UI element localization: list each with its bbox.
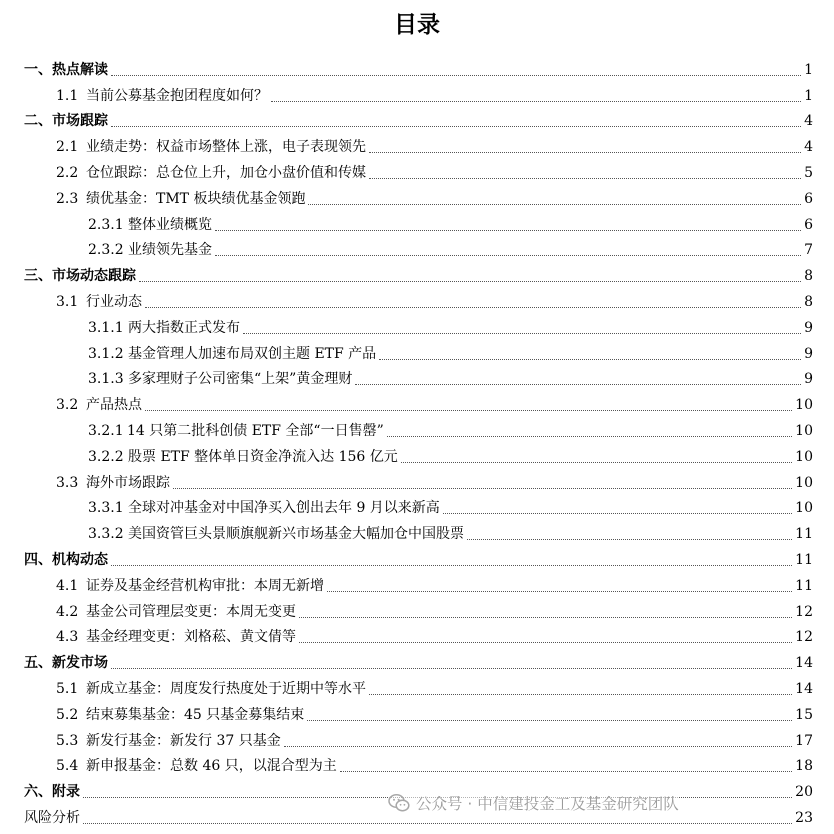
toc-entry-page: 7	[804, 242, 813, 259]
toc-dot-leader	[215, 230, 801, 231]
toc-entry-page: 14	[795, 680, 813, 697]
toc-entry-page: 11	[795, 551, 813, 568]
toc-entry[interactable]	[24, 234, 813, 260]
toc-dot-leader	[327, 591, 792, 592]
toc-entry[interactable]	[24, 466, 813, 492]
toc-entry[interactable]	[24, 492, 813, 518]
toc-entry-label: 海外市场跟踪	[86, 474, 170, 491]
toc-entry[interactable]	[24, 724, 813, 750]
toc-entry[interactable]	[24, 259, 813, 285]
toc-entry[interactable]	[24, 388, 813, 414]
toc-entry-page: 10	[795, 500, 813, 517]
toc-entry-number: 5.2	[56, 706, 79, 723]
toc-entry-page: 8	[804, 268, 813, 285]
toc-dot-leader	[145, 410, 792, 411]
toc-entry-label: 当前公募基金抱团程度如何？	[86, 87, 268, 104]
toc-dot-leader	[111, 126, 801, 127]
toc-entry-number: 3.1.3	[88, 371, 124, 388]
toc-entry-label: 仓位跟踪：总仓位上升，加仓小盘价值和传媒	[86, 164, 366, 181]
toc-entry-label: 风险分析	[24, 809, 80, 826]
toc-entry[interactable]	[24, 698, 813, 724]
toc-entry[interactable]	[24, 105, 813, 131]
watermark-text: 公众号 · 中信建投金工及基金研究团队	[416, 795, 679, 813]
toc-dot-leader	[379, 359, 801, 360]
toc-entry-label: 基金公司管理层变更：本周无变更	[86, 603, 296, 620]
toc-entry[interactable]	[24, 79, 813, 105]
toc-entry[interactable]	[24, 517, 813, 543]
toc-entry-number: 四、	[24, 551, 52, 568]
toc-entry-number: 4.3	[56, 629, 79, 646]
toc-entry-number: 5.3	[56, 732, 79, 749]
toc-entry-number: 3.2.1	[88, 422, 124, 439]
toc-dot-leader	[443, 513, 792, 514]
toc-entry-number: 2.1	[56, 139, 79, 156]
toc-dot-leader	[307, 720, 792, 721]
toc-entry[interactable]	[24, 414, 813, 440]
toc-entry-label: 美国资管巨头景顺旗舰新兴市场基金大幅加仓中国股票	[128, 526, 464, 543]
toc-entry-page: 23	[795, 809, 813, 826]
toc-dot-leader	[355, 384, 801, 385]
toc-entry-page: 9	[804, 345, 813, 362]
toc-entry-label: 市场跟踪	[52, 113, 108, 130]
toc-entry-number: 5.4	[56, 758, 79, 775]
toc-entry[interactable]	[24, 440, 813, 466]
toc-entry-page: 12	[795, 603, 813, 620]
toc-dot-leader	[467, 539, 792, 540]
toc-dot-leader	[173, 488, 792, 489]
toc-dot-leader	[145, 307, 801, 308]
toc-entry-number: 2.3	[56, 190, 79, 207]
toc-entry-page: 6	[804, 190, 813, 207]
toc-dot-leader	[299, 617, 792, 618]
toc-entry-number: 5.1	[56, 680, 79, 697]
toc-entry-page: 11	[795, 577, 813, 594]
toc-entry-page: 9	[804, 319, 813, 336]
toc-entry[interactable]	[24, 672, 813, 698]
toc-entry-number: 五、	[24, 655, 52, 672]
toc-entry-page: 6	[804, 216, 813, 233]
toc-entry-number: 3.3.2	[88, 526, 124, 543]
toc-entry-number: 六、	[24, 784, 52, 801]
toc-entry-page: 17	[795, 732, 813, 749]
toc-entry[interactable]	[24, 543, 813, 569]
toc-entry[interactable]	[24, 208, 813, 234]
toc-entry-number: 3.1.2	[88, 345, 124, 362]
toc-dot-leader	[83, 823, 792, 824]
toc-entry-number: 二、	[24, 113, 52, 130]
table-of-contents	[24, 53, 813, 827]
toc-entry-page: 14	[795, 655, 813, 672]
toc-entry-page: 9	[804, 371, 813, 388]
toc-entry-number: 3.1	[56, 293, 79, 310]
toc-entry-number: 4.2	[56, 603, 79, 620]
toc-entry-label: 热点解读	[52, 61, 108, 78]
toc-entry-page: 5	[804, 164, 813, 181]
toc-entry-page: 1	[804, 87, 813, 104]
toc-entry-label: 证券及基金经营机构审批：本周无新增	[86, 577, 324, 594]
toc-entry-label: 整体业绩概览	[128, 216, 212, 233]
toc-entry[interactable]	[24, 621, 813, 647]
toc-entry-page: 15	[795, 706, 813, 723]
toc-entry-page: 11	[795, 526, 813, 543]
toc-dot-leader	[387, 436, 792, 437]
toc-entry-label: 全球对冲基金对中国净买入创出去年 9 月以来新高	[128, 500, 440, 517]
toc-dot-leader	[243, 333, 801, 334]
toc-dot-leader	[111, 565, 792, 566]
toc-entry-page: 10	[795, 422, 813, 439]
toc-entry-page: 4	[804, 113, 813, 130]
toc-entry-label: 机构动态	[52, 551, 108, 568]
toc-dot-leader	[111, 668, 792, 669]
toc-dot-leader	[111, 75, 801, 76]
toc-entry[interactable]	[24, 130, 813, 156]
toc-entry-label: 基金管理人加速布局双创主题 ETF 产品	[128, 345, 377, 362]
toc-entry-number: 一、	[24, 61, 52, 78]
toc-entry-label: 新成立基金：周度发行热度处于近期中等水平	[86, 680, 366, 697]
toc-entry-page: 18	[795, 758, 813, 775]
toc-entry[interactable]	[24, 311, 813, 337]
toc-entry-label: 两大指数正式发布	[128, 319, 240, 336]
toc-entry-number: 2.3.1	[88, 216, 124, 233]
toc-dot-leader	[284, 746, 792, 747]
toc-entry-label: 市场动态跟踪	[52, 268, 136, 285]
toc-entry-label: 新申报基金：总数 46 只，以混合型为主	[86, 758, 337, 775]
toc-entry-label: 新发行基金：新发行 37 只基金	[86, 732, 281, 749]
watermark	[388, 791, 679, 815]
toc-dot-leader	[401, 462, 792, 463]
toc-entry-number: 2.2	[56, 164, 79, 181]
toc-dot-leader	[369, 178, 801, 179]
toc-entry-page: 8	[804, 293, 813, 310]
toc-entry-label: 产品热点	[86, 397, 142, 414]
toc-entry-number: 1.1	[56, 87, 79, 104]
toc-dot-leader	[215, 255, 801, 256]
toc-dot-leader	[308, 204, 801, 205]
toc-dot-leader	[139, 281, 801, 282]
toc-entry[interactable]	[24, 646, 813, 672]
toc-entry[interactable]	[24, 363, 813, 389]
toc-entry[interactable]	[24, 750, 813, 776]
toc-entry-page: 4	[804, 139, 813, 156]
toc-entry[interactable]	[24, 285, 813, 311]
toc-entry-number: 2.3.2	[88, 242, 124, 259]
toc-dot-leader	[299, 642, 792, 643]
toc-entry[interactable]	[24, 53, 813, 79]
toc-entry-page: 10	[795, 474, 813, 491]
toc-entry-page: 10	[795, 448, 813, 465]
toc-entry-label: 基金经理变更：刘格菘、黄文倩等	[86, 629, 296, 646]
toc-entry-label: 绩优基金：TMT 板块绩优基金领跑	[86, 190, 306, 207]
toc-entry-number: 3.2.2	[88, 448, 124, 465]
toc-entry[interactable]	[24, 595, 813, 621]
toc-entry[interactable]	[24, 337, 813, 363]
page-title: 目录	[394, 12, 440, 38]
toc-entry-page: 20	[795, 784, 813, 801]
toc-dot-leader	[340, 771, 792, 772]
toc-entry-label: 附录	[52, 784, 80, 801]
toc-entry-page: 1	[804, 61, 813, 78]
toc-entry-label: 股票 ETF 整体单日资金净流入达 156 亿元	[128, 448, 398, 465]
toc-entry-number: 3.3.1	[88, 500, 124, 517]
toc-entry-number: 三、	[24, 268, 52, 285]
wechat-icon	[388, 793, 410, 813]
toc-entry-label: 业绩走势：权益市场整体上涨，电子表现领先	[86, 139, 366, 156]
toc-entry-label: 新发市场	[52, 655, 108, 672]
toc-entry[interactable]	[24, 182, 813, 208]
toc-entry-number: 4.1	[56, 577, 79, 594]
toc-entry-label: 14 只第二批科创债 ETF 全部“一日售罄”	[127, 422, 384, 439]
toc-entry-label: 行业动态	[86, 293, 142, 310]
toc-entry-label: 结束募集基金：45 只基金募集结束	[86, 706, 305, 723]
toc-entry-page: 12	[795, 629, 813, 646]
toc-entry-number: 3.3	[56, 474, 79, 491]
toc-entry-label: 业绩领先基金	[128, 242, 212, 259]
toc-entry-number: 3.1.1	[88, 319, 124, 336]
toc-entry-page: 10	[795, 397, 813, 414]
toc-dot-leader	[369, 694, 792, 695]
toc-entry-number: 3.2	[56, 397, 79, 414]
toc-dot-leader	[369, 152, 801, 153]
toc-entry[interactable]	[24, 569, 813, 595]
toc-dot-leader	[271, 101, 801, 102]
toc-entry[interactable]	[24, 156, 813, 182]
toc-entry-label: 多家理财子公司密集“上架”黄金理财	[128, 371, 353, 388]
